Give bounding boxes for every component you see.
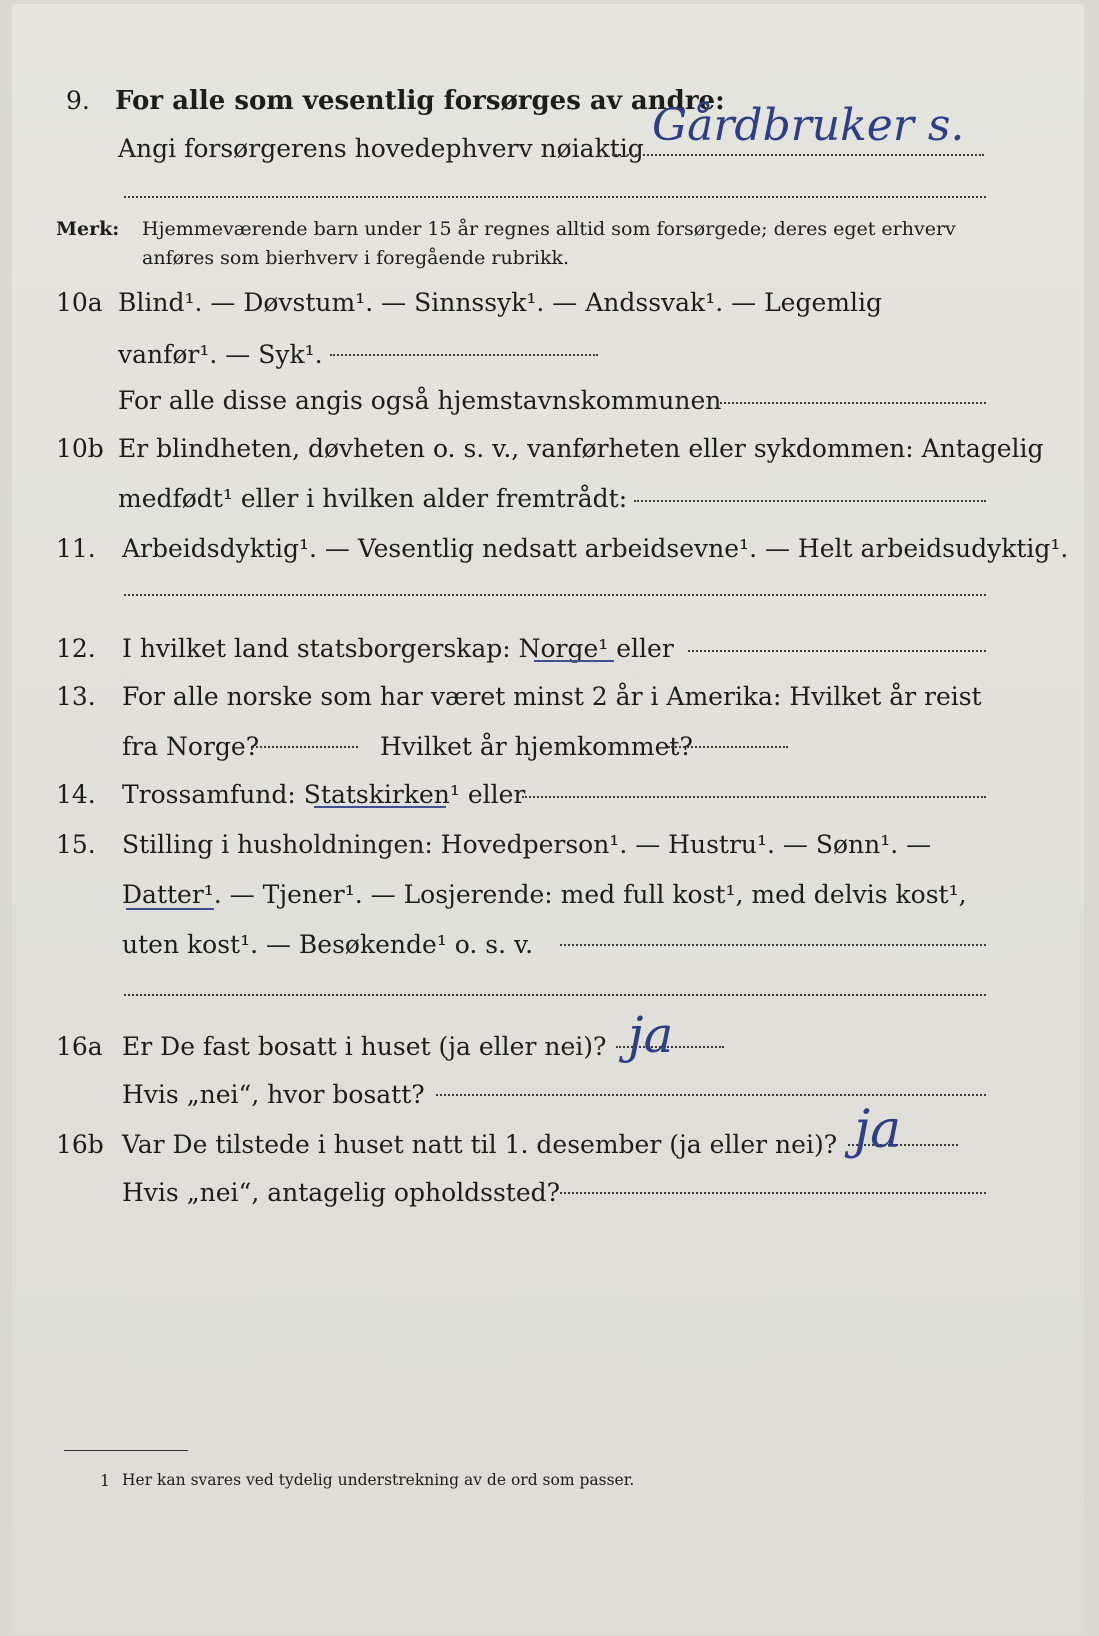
q9-handwritten-answer: Gårdbruker s.: [652, 100, 965, 151]
q10b-line1: Er blindheten, døvheten o. s. v., vanførheten eller sykdommen: Antagelig: [118, 434, 1044, 463]
q13-line2a: fra Norge?: [122, 732, 260, 761]
q11-number: 11.: [56, 534, 96, 563]
q16b-number: 16b: [56, 1130, 104, 1159]
q9-answer-line[interactable]: [612, 154, 984, 156]
q16b-opholdssted-line[interactable]: [560, 1192, 986, 1194]
footnote-text: Her kan svares ved tydelig understrekning av de ord som passer.: [122, 1471, 635, 1489]
q16a-line1: Er De fast bosatt i huset (ja eller nei)?: [122, 1032, 607, 1061]
q10a-line3: For alle disse angis også hjemstavnskommunen: [118, 386, 722, 415]
q15-line1: Stilling i husholdningen: Hovedperson¹. — Hustru¹. — Sønn¹. —: [122, 830, 932, 859]
q12-line1: I hvilket land statsborgerskap: Norge¹ eller: [122, 634, 674, 663]
q10a-number: 10a: [56, 288, 103, 317]
q13-hjemkommet-line[interactable]: [668, 746, 788, 748]
q10a-line2: vanfør¹. — Syk¹.: [118, 340, 323, 369]
q15-answer-line[interactable]: [560, 944, 986, 946]
q10b-answer-line[interactable]: [634, 500, 986, 502]
q13-line2b: Hvilket år hjemkommet?: [380, 732, 693, 761]
q10a-hjemstavn-line[interactable]: [720, 402, 986, 404]
q14-answer-line[interactable]: [522, 796, 986, 798]
q10a-syk-line[interactable]: [330, 354, 598, 356]
q11-extra-line[interactable]: [124, 594, 986, 596]
q10b-line2: medfødt¹ eller i hvilken alder fremtrådt:: [118, 484, 628, 513]
q9-line2: Angi forsørgerens hovedерhverv nøiaktig: [118, 134, 644, 163]
q12-answer-line[interactable]: [688, 650, 986, 652]
q16b-line1: Var De tilstede i huset natt til 1. desember (ja eller nei)?: [122, 1130, 838, 1159]
q16b-line2: Hvis „nei“, antagelig opholdssted?: [122, 1178, 561, 1207]
q15-extra-line[interactable]: [124, 994, 986, 996]
q15-datter-underline: [126, 908, 214, 910]
q16a-handwritten-answer: ja: [628, 1006, 674, 1064]
footnote-mark: 1: [100, 1472, 110, 1490]
census-form-page: [12, 4, 1084, 1634]
merk-label: Merk:: [56, 218, 120, 240]
merk-line2: anføres som bierhverv i foregående rubrikk.: [142, 247, 570, 269]
merk-line1: Hjemmeværende barn under 15 år regnes alltid som forsørgede; deres eget erhverv: [142, 218, 956, 240]
q15-number: 15.: [56, 830, 96, 859]
q15-line3: uten kost¹. — Besøkende¹ o. s. v.: [122, 930, 534, 959]
q12-norge-underline: [534, 660, 614, 662]
q10b-number: 10b: [56, 434, 104, 463]
q11-line1: Arbeidsdyktig¹. — Vesentlig nedsatt arbeidsevne¹. — Helt arbeidsudyktig¹.: [122, 534, 1069, 563]
q14-number: 14.: [56, 780, 96, 809]
q15-line2: Datter¹. — Tjener¹. — Losjerende: med full kost¹, med delvis kost¹,: [122, 880, 967, 909]
q16a-number: 16a: [56, 1032, 103, 1061]
q12-number: 12.: [56, 634, 96, 663]
q16a-bosatt-line[interactable]: [436, 1094, 986, 1096]
q10a-line1: Blind¹. — Døvstum¹. — Sinnssyk¹. — Andssvak¹. — Legemlig: [118, 288, 882, 317]
q9-extra-line[interactable]: [124, 196, 986, 198]
q9-number: 9.: [66, 86, 90, 115]
q16b-handwritten-answer: ja: [854, 1100, 902, 1160]
q14-statskirken-underline: [314, 806, 446, 808]
q13-number: 13.: [56, 682, 96, 711]
q9-line1: For alle som vesentlig forsørges av andre:: [115, 86, 725, 116]
q13-line1: For alle norske som har været minst 2 år i Amerika: Hvilket år reist: [122, 682, 982, 711]
q16a-line2: Hvis „nei“, hvor bosatt?: [122, 1080, 425, 1109]
q14-line1: Trossamfund: Statskirken¹ eller: [122, 780, 526, 809]
footnote-rule: [64, 1450, 188, 1451]
q13-reist-line[interactable]: [252, 746, 358, 748]
